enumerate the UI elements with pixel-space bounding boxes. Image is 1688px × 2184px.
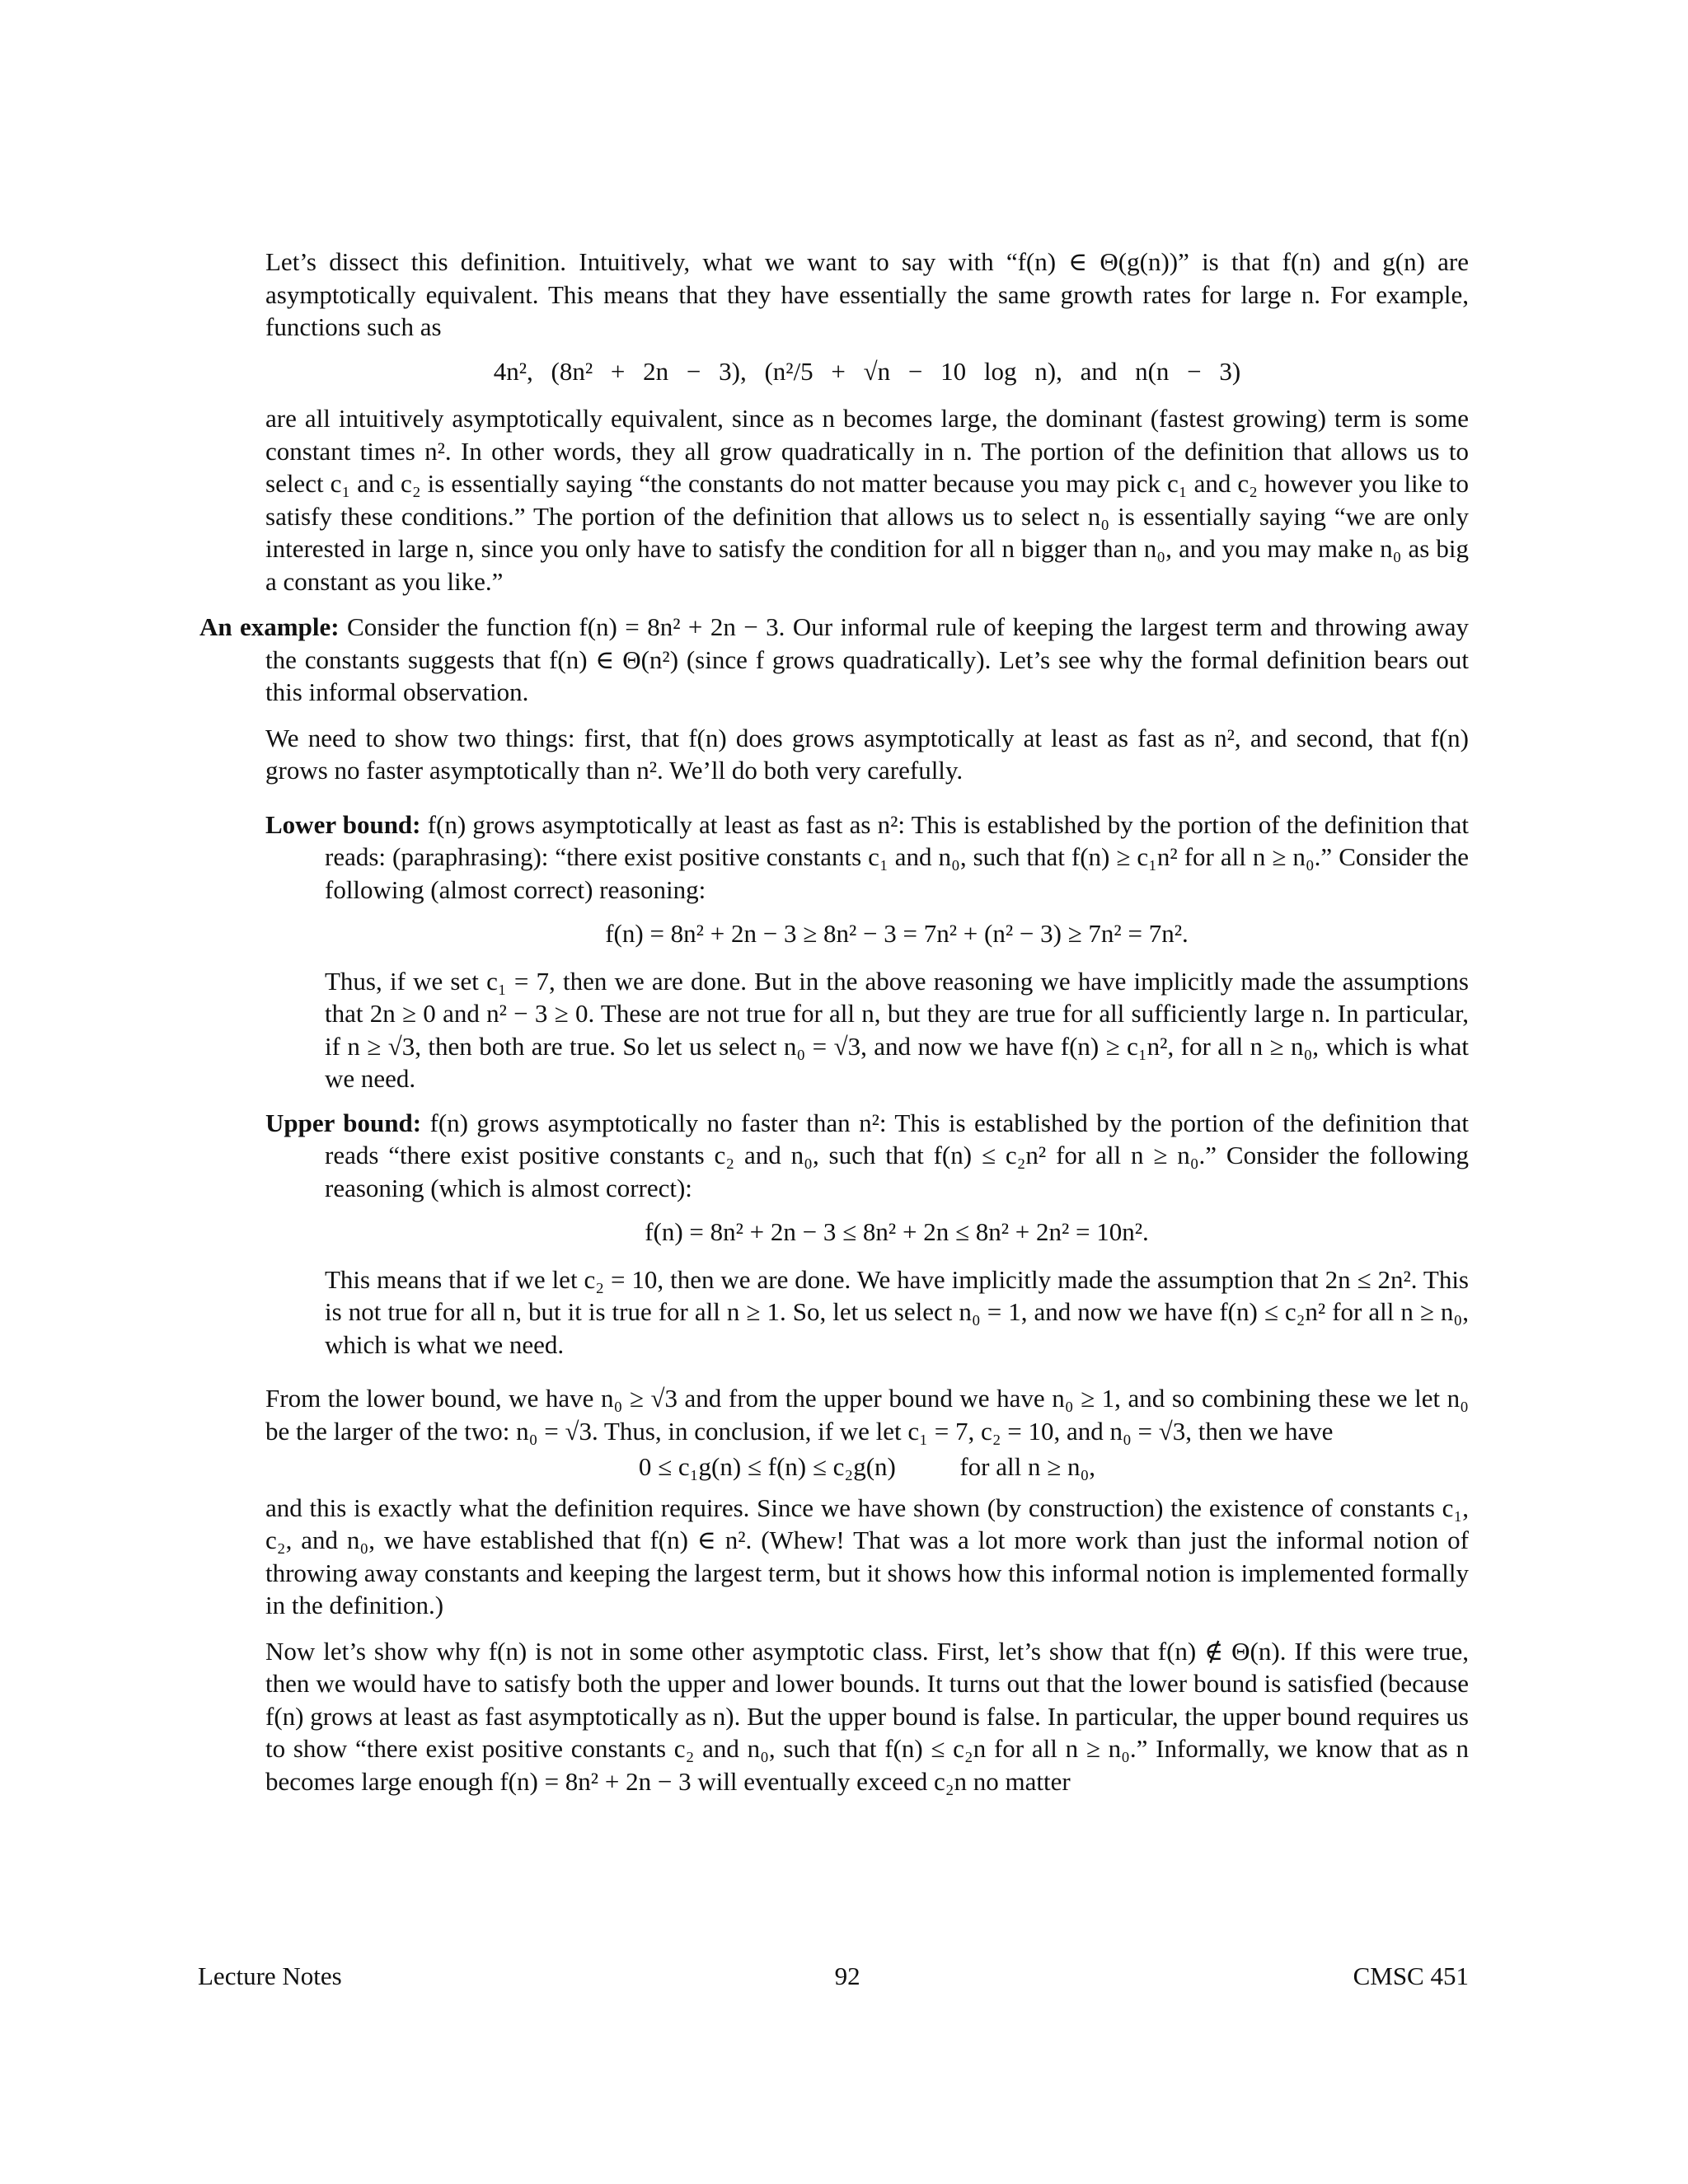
display-equation-upper-bound: f(n) = 8n² + 2n − 3 ≤ 8n² + 2n ≤ 8n² + 2n² = 10n². — [645, 1217, 1149, 1246]
lower-bound-label: Lower bound: — [265, 809, 421, 839]
paragraph-two-things: We need to show two things: first, that f(n) does grows asymptotically at least as fast as n², and second, that f(n) grows no faster asymptotically than n². We’ll do both very carefully. — [265, 723, 1469, 785]
example-text: Consider the function f(n) = 8n² + 2n − 3. Our informal rule of keeping the largest term and throwing away the constants suggests that f(n) ∈ Θ(n²) (since f grows quadratically). Let’s see why the formal definition bears out this informal observation. — [265, 612, 1470, 706]
example-paragraph — [199, 611, 1469, 709]
upper-bound-section — [265, 1107, 1469, 1361]
upper-bound-paragraph — [265, 1107, 1469, 1205]
footer-right: CMSC 451 — [1353, 1961, 1469, 1990]
upper-bound-label: Upper bound: — [265, 1108, 422, 1137]
paragraph-combining-bounds: From the lower bound, we have n₀ ≥ √3 and from the upper bound we have n₀ ≥ 1, and so combining these we let n₀ be the larger of the two: n₀ = √3. Thus, in conclusion, if we let c₁ = 7, c₂ = 10, and n₀ = √3, then we have — [265, 1384, 1469, 1446]
paragraph-asymptotic-equivalence: are all intuitively asymptotically equivalent, since as n becomes large, the dominant (fastest growing) term is some constant times n². In other words, they all grow quadratically in n. The portion of the definition that allows us to select c₁ and c₂ is essentially saying “the constants do not matter because you may pick c₁ and c₂ however you like to satisfy these conditions.” The portion of the definition that allows us to select n₀ is essentially saying “we are only interested in large n, since you only have to satisfy the condition for all n bigger than n₀, and you may make n₀ as big a constant as you like.” — [265, 404, 1469, 596]
lower-bound-conclusion: Thus, if we set c₁ = 7, then we are done. But in the above reasoning we have implicitly made the assumptions that 2n ≥ 0 and n² − 3 ≥ 0. These are not true for all n, but they are true for all sufficiently large n. In particular, if n ≥ √3, then both are true. So let us select n₀ = √3, and now we have f(n) ≥ c₁n², for all n ≥ n₀, which is what we need. — [325, 966, 1469, 1093]
lower-bound-paragraph — [265, 808, 1469, 907]
paragraph-not-theta-n: Now let’s show why f(n) is not in some other asymptotic class. First, let’s show that f(n) ∉ Θ(n). If this were true, then we would have to satisfy both the upper and lower bounds. It turns out that the lower bound is satisfied (because f(n) grows at least as fast asymptotically as n). But the upper bound is false. In particular, the upper bound requires us to show “there exist positive constants c₂ and n₀, such that f(n) ≤ c₂n for all n ≥ n₀.” Informally, we know that as n becomes large enough f(n) = 8n² + 2n − 3 will eventually exceed c₂n no matter — [265, 1636, 1469, 1796]
paragraph-definition-satisfied: and this is exactly what the definition requires. Since we have shown (by construction) the existence of constants c₁, c₂, and n₀, we have established that f(n) ∈ n². (Whew! That was a lot more work than just the informal notion of throwing away constants and keeping the largest term, but it shows how this informal notion is implemented formally in the definition.) — [265, 1493, 1469, 1619]
upper-bound-text: f(n) grows asymptotically no faster than n²: This is established by the portion of the definition that reads “there exist positive constants c₂ and n₀, such that f(n) ≤ c₂n² for all n ≥ n₀.” Consider the following reasoning (which is almost correct): — [325, 1108, 1469, 1202]
footer-left: Lecture Notes — [198, 1961, 342, 1990]
lower-bound-text: f(n) grows asymptotically at least as fast as n²: This is established by the portion of the definition that reads: (paraphrasing): “there exist positive constants c₁ and n₀, such that f(n) ≥ c₁n² for all n ≥ n₀.” Consider the following (almost correct) reasoning: — [325, 809, 1469, 904]
page-footer — [198, 1960, 1469, 1993]
display-equation-theta-definition: 0 ≤ c₁g(n) ≤ f(n) ≤ c₂g(n) for all n ≥ n₀, — [638, 1452, 1096, 1481]
paragraph-intro: Let’s dissect this definition. Intuitively, what we want to say with “f(n) ∈ Θ(g(n))” is that f(n) and g(n) are asymptotically equivalent. This means that they have essentially the same growth rates for large n. For example, functions such as — [265, 247, 1469, 341]
example-section — [199, 611, 1470, 1797]
page-number: 92 — [834, 1961, 860, 1990]
upper-bound-conclusion: This means that if we let c₂ = 10, then we are done. We have implicitly made the assumption that 2n ≤ 2n². This is not true for all n, but it is true for all n ≥ 1. So, let us select n₀ = 1, and now we have f(n) ≤ c₂n² for all n ≥ n₀, which is what we need. — [325, 1264, 1469, 1359]
lower-bound-section — [265, 808, 1469, 1095]
page-body — [199, 246, 1470, 1797]
display-equation-examples: 4n², (8n² + 2n − 3), (n²/5 + √n − 10 log n), and n(n − 3) — [493, 356, 1241, 386]
example-label: An example: — [199, 612, 340, 641]
display-equation-lower-bound: f(n) = 8n² + 2n − 3 ≥ 8n² − 3 = 7n² + (n² − 3) ≥ 7n² = 7n². — [605, 919, 1189, 948]
